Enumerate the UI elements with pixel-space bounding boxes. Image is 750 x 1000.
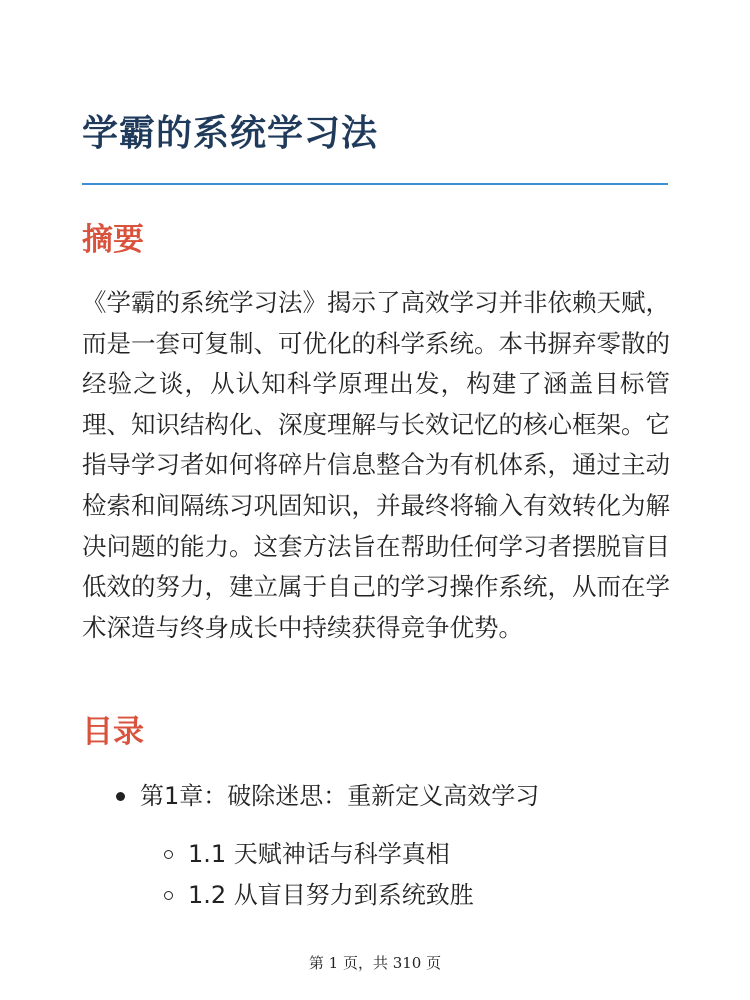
document-title: 学霸的系统学习法 <box>82 113 379 154</box>
page-number-footer: 第 1 页，共 310 页 <box>308 954 442 972</box>
bullet-circle-icon <box>164 891 173 900</box>
toc-section-item[interactable] <box>160 834 670 874</box>
toc-section-item[interactable] <box>160 875 670 915</box>
toc-section-list <box>160 834 670 915</box>
toc-chapter-row[interactable] <box>110 776 670 816</box>
title-divider <box>82 183 668 185</box>
toc-chapter-item <box>110 776 670 915</box>
table-of-contents <box>110 776 670 916</box>
bullet-circle-icon <box>164 850 173 859</box>
toc-section-label: 1.2 从盲目努力到系统致胜 <box>188 881 474 909</box>
toc-heading: 目录 <box>82 714 144 750</box>
toc-chapter-label: 第1章：破除迷思：重新定义高效学习 <box>140 782 540 810</box>
toc-section-label: 1.1 天赋神话与科学真相 <box>188 840 450 868</box>
bullet-disc-icon <box>116 792 125 801</box>
abstract-heading: 摘要 <box>82 222 144 258</box>
abstract-paragraph: 《学霸的系统学习法》揭示了高效学习并非依赖天赋，而是一套可复制、可优化的科学系统。本书摒弃零散的经验之谈，从认知科学原理出发，构建了涵盖目标管理、知识结构化、深度理解与长效记忆的核心框架。它指导学习者如何将碎片信息整合为有机体系，通过主动检索和间隔练习巩固知识，并最终将输入有效转化为解决问题的能力。这套方法旨在帮助任何学习者摆脱盲目低效的努力，建立属于自己的学习操作系统，从而在学术深造与终身成长中持续获得竞争优势。 <box>82 288 670 642</box>
